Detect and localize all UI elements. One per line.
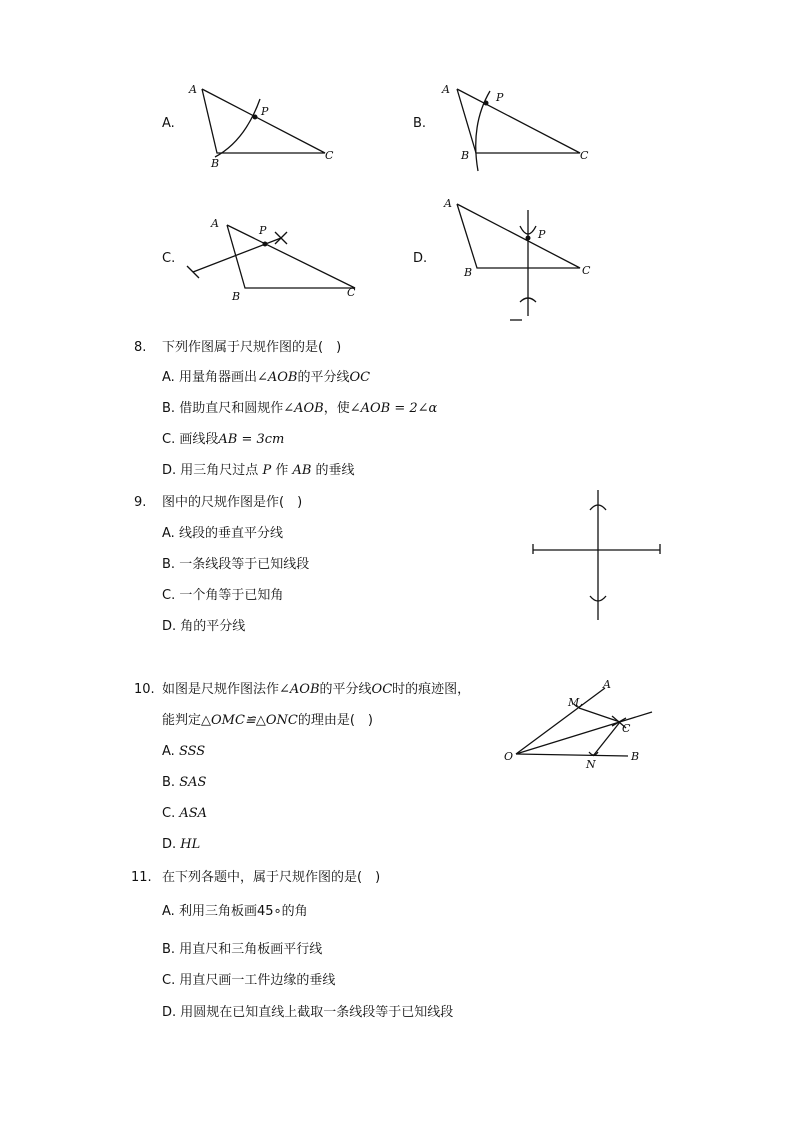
option-a[interactable]: A. SSS: [162, 744, 206, 759]
point-label: A: [189, 83, 197, 96]
question-stem-line-1: 如图是尺规作图法作∠AOB的平分线OC时的痕迹图，: [162, 682, 471, 697]
point-label: A: [444, 197, 452, 210]
option-b[interactable]: B. 借助直尺和圆规作∠AOB，使∠AOB = 2∠α: [162, 401, 438, 416]
option-d[interactable]: D. HL: [162, 837, 201, 852]
question-number: 11.: [131, 870, 152, 885]
point-label: P: [259, 224, 267, 237]
point-label: C: [582, 264, 591, 277]
question-number: 10.: [134, 682, 155, 697]
option-a[interactable]: A. 用量角器画出∠AOB的平分线OC: [162, 370, 371, 385]
point-label: B: [232, 290, 241, 303]
option-c[interactable]: C. 画线段AB = 3cm: [162, 432, 285, 447]
point-label: A: [442, 83, 450, 96]
point-label: B: [461, 149, 470, 162]
question-number: 9.: [134, 495, 147, 510]
point-label: C: [347, 286, 356, 299]
option-label: A.: [162, 116, 175, 131]
q10-figure: [502, 676, 662, 776]
question-stem: 在下列各题中，属于尺规作图的是( ): [162, 870, 381, 885]
option-c[interactable]: C. 一个角等于已知角: [162, 588, 284, 603]
question-number: 8.: [134, 340, 147, 355]
point-label: O: [504, 750, 514, 763]
option-label: C.: [162, 251, 176, 266]
point-label: P: [538, 228, 546, 241]
point-label: M: [568, 696, 580, 709]
question-stem: 图中的尺规作图是作( ): [162, 495, 303, 510]
point-label: C: [580, 149, 589, 162]
option-d[interactable]: D. 用三角尺过点 P 作 AB 的垂线: [162, 463, 355, 478]
question-stem-line-2: 能判定△OMC≌△ONC的理由是( ): [162, 713, 373, 728]
option-a[interactable]: A. 利用三角板画45∘的角: [162, 904, 308, 919]
q7-figure-c: [175, 210, 370, 310]
option-b[interactable]: B. 用直尺和三角板画平行线: [162, 942, 323, 957]
option-label: B.: [413, 116, 427, 131]
point-label: P: [261, 105, 269, 118]
point-label: C: [622, 722, 631, 735]
question-stem: 下列作图属于尺规作图的是( ): [162, 340, 342, 355]
point-label: B: [631, 750, 640, 763]
option-d[interactable]: D. 用圆规在已知直线上截取一条线段等于已知线段: [162, 1005, 454, 1020]
q7-figure-a: [175, 75, 345, 175]
option-label: D.: [413, 251, 428, 266]
point-label: A: [211, 217, 219, 230]
q9-figure: [528, 484, 668, 624]
point-label: B: [211, 157, 220, 170]
option-b[interactable]: B. SAS: [162, 775, 207, 790]
point-label: N: [586, 758, 596, 771]
option-d[interactable]: D. 角的平分线: [162, 619, 246, 634]
option-c[interactable]: C. 用直尺画一工件边缘的垂线: [162, 973, 336, 988]
q7-figure-b: [430, 75, 600, 175]
point-label: B: [464, 266, 473, 279]
point-label: P: [496, 91, 504, 104]
point-label: A: [603, 678, 611, 691]
option-b[interactable]: B. 一条线段等于已知线段: [162, 557, 310, 572]
option-c[interactable]: C. ASA: [162, 806, 208, 821]
option-a[interactable]: A. 线段的垂直平分线: [162, 526, 283, 541]
q7-figure-d: [430, 190, 600, 325]
point-label: C: [325, 149, 334, 162]
